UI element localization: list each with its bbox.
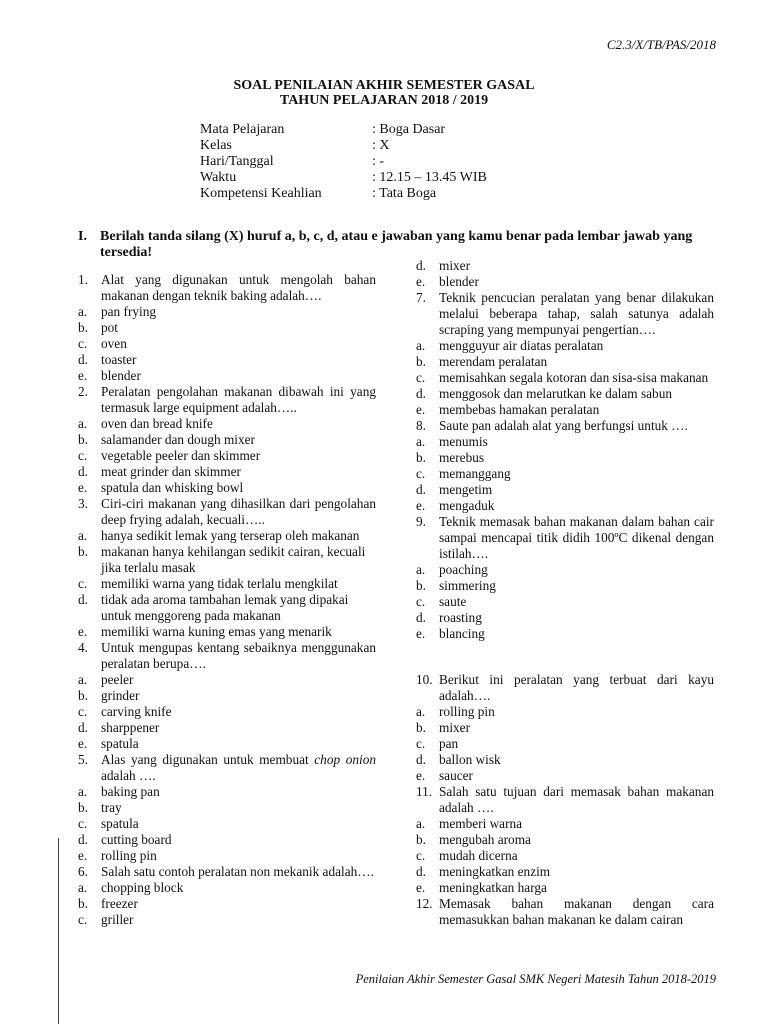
answer-option (416, 354, 714, 370)
question (416, 784, 714, 896)
option-letter: a. (78, 416, 88, 431)
option-letter: d. (416, 482, 426, 497)
option-letter: d. (416, 610, 426, 625)
exam-title: SOAL PENILAIAN AKHIR SEMESTER GASAL (233, 78, 535, 93)
info-label: Mata Pelajaran (200, 122, 285, 137)
option-letter: b. (416, 578, 426, 593)
option-text: tray (101, 800, 122, 815)
option-text: mengguyur air diatas peralatan (439, 338, 604, 353)
option-letter: a. (78, 880, 88, 895)
answer-option (416, 434, 714, 450)
info-value: : Boga Dasar (372, 122, 446, 137)
question-number: 7. (416, 290, 426, 305)
document-code: C2.3/X/TB/PAS/2018 (606, 37, 716, 52)
option-text: griller (101, 912, 134, 927)
question-number: 2. (78, 384, 88, 399)
option-letter: c. (416, 370, 426, 385)
option-text: saute (439, 594, 467, 609)
question-stem (78, 384, 376, 416)
answer-option (416, 274, 714, 290)
section-instruction (78, 229, 698, 261)
question-number: 6. (78, 864, 88, 879)
answer-option (416, 450, 714, 466)
question-stem (416, 290, 714, 338)
option-text: ballon wisk (439, 752, 501, 767)
answer-option (78, 480, 376, 496)
option-letter: e. (78, 736, 88, 751)
answer-option (78, 464, 376, 480)
option-letter: e. (78, 480, 88, 495)
option-letter: d. (78, 464, 88, 479)
question-text: Untuk mengupas kentang sebaiknya menggunakan peralatan berupa…. (101, 640, 376, 671)
answer-option (78, 672, 376, 688)
question-number: 1. (78, 272, 88, 287)
option-letter: c. (416, 736, 426, 751)
option-letter: d. (416, 752, 426, 767)
answer-option (416, 562, 714, 578)
option-text: meningkatkan harga (439, 880, 547, 895)
question (416, 672, 714, 784)
info-row (200, 138, 487, 154)
answer-option (416, 626, 714, 642)
answer-option (416, 498, 714, 514)
answer-option (78, 320, 376, 336)
answer-option (416, 370, 714, 386)
option-letter: e. (416, 880, 426, 895)
option-letter: c. (78, 912, 88, 927)
option-letter: b. (78, 432, 88, 447)
option-text: memberi warna (439, 816, 523, 831)
answer-option (416, 482, 714, 498)
answer-option (78, 304, 376, 320)
info-value: : Tata Boga (372, 186, 437, 201)
answer-option (416, 752, 714, 768)
option-letter: a. (416, 562, 426, 577)
answer-option (416, 338, 714, 354)
question-text (101, 752, 376, 784)
option-text: simmering (439, 578, 496, 593)
option-letter: e. (416, 402, 426, 417)
option-text: meat grinder dan skimmer (101, 464, 241, 479)
option-text: baking pan (101, 784, 160, 799)
option-letter: c. (78, 336, 88, 351)
question-text-part: Alas yang digunakan untuk membuat (101, 752, 315, 767)
option-letter: c. (78, 816, 88, 831)
option-text: pan frying (101, 304, 157, 319)
answer-option (416, 402, 714, 418)
answer-option (78, 912, 376, 928)
info-row (200, 122, 487, 138)
option-text: spatula (101, 816, 139, 831)
question-text: Berikut ini peralatan yang terbuat dari kayu adalah…. (439, 672, 714, 703)
option-letter: e. (416, 626, 426, 641)
option-letter: a. (78, 304, 88, 319)
option-text: merendam peralatan (439, 354, 548, 369)
answer-option (78, 336, 376, 352)
answer-option (78, 592, 376, 624)
option-letter: b. (78, 800, 88, 815)
question-text-italic: chop onion (314, 752, 376, 767)
page-footer: Penilaian Akhir Semester Gasal SMK Negeri Matesih Tahun 2018-2019 (355, 972, 716, 986)
answer-option (416, 578, 714, 594)
question-stem (416, 514, 714, 562)
answer-option (416, 258, 714, 274)
option-text: spatula (101, 736, 139, 751)
option-text: mixer (439, 720, 471, 735)
option-text: blancing (439, 626, 485, 641)
question-number: 9. (416, 514, 426, 529)
answer-option (78, 432, 376, 448)
question-text: Teknik memasak bahan makanan dalam bahan cair sampai mencapai titik didih 100ºC dikenal dengan istilah…. (439, 514, 714, 561)
question-column-right (416, 258, 714, 928)
option-text: blender (439, 274, 479, 289)
option-letter: a. (78, 672, 88, 687)
option-letter: a. (78, 528, 88, 543)
answer-option (78, 368, 376, 384)
option-text: sharppener (101, 720, 160, 735)
option-letter: a. (416, 434, 426, 449)
question-text: Teknik pencucian peralatan yang benar dilakukan melalui beberapa tahap, salah satunya adalah scraping yang mempunyai pengertian…. (439, 290, 714, 337)
option-letter: d. (78, 352, 88, 367)
carried-options (416, 258, 714, 290)
option-letter: c. (78, 448, 88, 463)
option-text: poaching (439, 562, 488, 577)
option-letter: c. (416, 466, 426, 481)
answer-option (78, 416, 376, 432)
answer-option (78, 576, 376, 592)
question (78, 496, 376, 640)
option-text: salamander dan dough mixer (101, 432, 255, 447)
question-text: Salah satu tujuan dari memasak bahan makanan adalah …. (439, 784, 714, 815)
option-text: memisahkan segala kotoran dan sisa-sisa makanan (439, 370, 709, 385)
answer-option (416, 848, 714, 864)
option-text: carving knife (101, 704, 172, 719)
section-number: I. (78, 229, 87, 244)
option-letter: a. (416, 816, 426, 831)
answer-option (78, 352, 376, 368)
answer-option (78, 800, 376, 816)
column-gap (416, 642, 714, 672)
answer-option (416, 880, 714, 896)
answer-option (78, 880, 376, 896)
answer-option (416, 816, 714, 832)
info-row (200, 170, 487, 186)
info-row (200, 154, 487, 170)
answer-option (78, 784, 376, 800)
answer-option (78, 848, 376, 864)
question-number: 5. (78, 752, 88, 767)
margin-line (58, 838, 59, 1024)
answer-option (416, 720, 714, 736)
question (78, 384, 376, 496)
option-letter: e. (416, 274, 426, 289)
option-text: pan (439, 736, 459, 751)
info-label: Kelas (200, 138, 232, 153)
option-text: toaster (101, 352, 137, 367)
option-letter: a. (78, 784, 88, 799)
option-letter: b. (416, 354, 426, 369)
option-letter: b. (78, 544, 88, 559)
option-text: freezer (101, 896, 138, 911)
option-text: mengubah aroma (439, 832, 531, 847)
question-stem (78, 496, 376, 528)
option-text: makanan hanya kehilangan sedikit cairan, kecuali jika terlalu masak (101, 544, 366, 575)
question-stem (78, 640, 376, 672)
answer-option (416, 386, 714, 402)
option-text: menggosok dan melarutkan ke dalam sabun (439, 386, 673, 401)
question-stem (416, 784, 714, 816)
option-letter: b. (416, 450, 426, 465)
option-text: rolling pin (439, 704, 495, 719)
option-text: mengaduk (439, 498, 495, 513)
option-text: oven dan bread knife (101, 416, 213, 431)
answer-option (78, 720, 376, 736)
option-letter: c. (78, 576, 88, 591)
option-letter: b. (416, 832, 426, 847)
option-letter: d. (416, 258, 426, 273)
option-text: hanya sedikit lemak yang terserap oleh makanan (101, 528, 360, 543)
info-value: : X (372, 138, 390, 153)
question-text: Salah satu contoh peralatan non mekanik adalah…. (101, 864, 374, 879)
question-column-left (78, 272, 376, 928)
option-text: mixer (439, 258, 471, 273)
question (416, 514, 714, 642)
option-letter: a. (416, 704, 426, 719)
question-stem (78, 864, 376, 880)
question (416, 896, 714, 928)
option-text: saucer (439, 768, 473, 783)
option-text: tidak ada aroma tambahan lemak yang dipakai untuk menggoreng pada makanan (101, 592, 349, 623)
answer-option (416, 466, 714, 482)
question (416, 290, 714, 418)
option-text: mengetim (439, 482, 493, 497)
question-stem (416, 672, 714, 704)
instruction-text: Berilah tanda silang (X) huruf a, b, c, d, atau e jawaban yang kamu benar pada lembar jawab yang tersedia! (100, 229, 693, 260)
question-text: Ciri-ciri makanan yang dihasilkan dari pengolahan deep frying adalah, kecuali….. (101, 496, 376, 527)
option-text: vegetable peeler dan skimmer (101, 448, 261, 463)
option-letter: b. (78, 320, 88, 335)
answer-option (416, 832, 714, 848)
question-number: 8. (416, 418, 426, 433)
option-letter: d. (416, 386, 426, 401)
info-row (200, 186, 487, 202)
info-value: : 12.15 – 13.45 WIB (372, 170, 487, 185)
option-letter: d. (78, 832, 88, 847)
question (78, 864, 376, 928)
option-letter: e. (416, 768, 426, 783)
question-number: 3. (78, 496, 88, 511)
option-letter: b. (78, 896, 88, 911)
option-letter: b. (78, 688, 88, 703)
option-letter: d. (416, 864, 426, 879)
info-value: : - (372, 154, 385, 169)
question-text: Peralatan pengolahan makanan dibawah ini yang termasuk large equipment adalah….. (101, 384, 376, 415)
option-text: pot (101, 320, 118, 335)
option-letter: d. (78, 592, 88, 607)
option-text: chopping block (101, 880, 184, 895)
academic-year-title: TAHUN PELAJARAN 2018 / 2019 (279, 93, 489, 108)
info-label: Kompetensi Keahlian (200, 186, 322, 201)
option-text: rolling pin (101, 848, 157, 863)
answer-option (78, 448, 376, 464)
answer-option (416, 610, 714, 626)
answer-option (78, 832, 376, 848)
option-text: oven (101, 336, 127, 351)
answer-option (78, 688, 376, 704)
option-text: menumis (439, 434, 488, 449)
answer-option (78, 816, 376, 832)
question-number: 10. (416, 672, 433, 687)
answer-option (416, 736, 714, 752)
info-label: Waktu (200, 170, 237, 185)
question-number: 12. (416, 896, 433, 911)
option-letter: c. (78, 704, 88, 719)
question-stem (78, 752, 376, 784)
answer-option (78, 624, 376, 640)
option-letter: a. (416, 338, 426, 353)
option-text: cutting board (101, 832, 172, 847)
option-letter: e. (78, 368, 88, 383)
option-text: memanggang (439, 466, 511, 481)
answer-option (78, 544, 376, 576)
question-text: Alat yang digunakan untuk mengolah bahan makanan dengan teknik baking adalah…. (101, 272, 376, 303)
option-letter: d. (78, 720, 88, 735)
option-text: membebas hamakan peralatan (439, 402, 600, 417)
question-text-part: adalah …. (101, 768, 156, 783)
option-letter: c. (416, 848, 426, 863)
question (78, 640, 376, 752)
question (78, 752, 376, 864)
option-letter: e. (78, 624, 88, 639)
option-text: mudah dicerna (439, 848, 518, 863)
option-text: memiliki warna kuning emas yang menarik (101, 624, 332, 639)
option-letter: c. (416, 594, 426, 609)
answer-option (416, 768, 714, 784)
option-text: roasting (439, 610, 482, 625)
answer-option (78, 528, 376, 544)
question-stem (78, 272, 376, 304)
answer-option (78, 896, 376, 912)
question-text: Saute pan adalah alat yang berfungsi untuk …. (439, 418, 688, 433)
option-text: memiliki warna yang tidak terlalu mengkilat (101, 576, 338, 591)
answer-option (78, 736, 376, 752)
option-text: blender (101, 368, 141, 383)
question-stem (416, 418, 714, 434)
option-text: meningkatkan enzim (439, 864, 551, 879)
option-letter: e. (416, 498, 426, 513)
question-stem (416, 896, 714, 928)
question-number: 4. (78, 640, 88, 655)
question-number: 11. (416, 784, 433, 799)
answer-option (416, 594, 714, 610)
answer-option (416, 864, 714, 880)
option-letter: b. (416, 720, 426, 735)
answer-option (78, 704, 376, 720)
option-letter: e. (78, 848, 88, 863)
answer-option (416, 704, 714, 720)
option-text: grinder (101, 688, 140, 703)
exam-info-table (200, 122, 487, 202)
info-label: Hari/Tanggal (200, 154, 274, 169)
question-text: Memasak bahan makanan dengan cara memasukkan bahan makanan ke dalam cairan (439, 896, 714, 927)
option-text: merebus (439, 450, 485, 465)
question (416, 418, 714, 514)
option-text: spatula dan whisking bowl (101, 480, 244, 495)
question (78, 272, 376, 384)
option-text: peeler (101, 672, 134, 687)
